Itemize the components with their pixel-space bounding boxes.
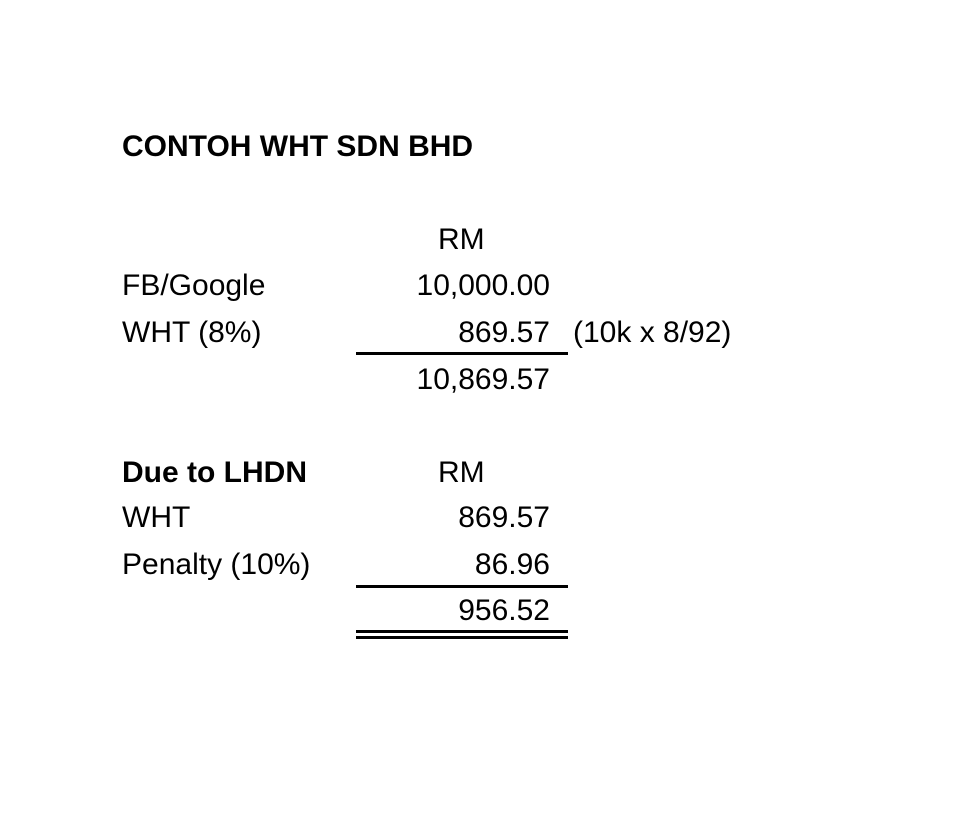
row-amount-fb-google: 10,000.00	[416, 269, 550, 302]
row-amount-penalty: 86.96	[474, 548, 550, 581]
section1-currency-header: RM	[438, 223, 485, 256]
row-label-fb-google: FB/Google	[122, 269, 266, 302]
row-label-penalty: Penalty (10%)	[122, 548, 311, 581]
company-title: CONTOH WHT SDN BHD	[122, 130, 474, 163]
wht-calculation-note: (10k x 8/92)	[573, 316, 732, 349]
double-underline-bottom	[356, 636, 568, 639]
section2-currency-header: RM	[438, 456, 485, 489]
row-amount-wht: 869.57	[458, 501, 550, 534]
section2-total: 956.52	[458, 594, 550, 627]
row-label-wht-8: WHT (8%)	[122, 316, 262, 349]
row-amount-wht-8: 869.57	[458, 316, 550, 349]
subtotal-rule	[356, 352, 568, 355]
subtotal-rule-2	[356, 585, 568, 588]
row-label-wht: WHT	[122, 501, 191, 534]
double-underline-top	[356, 630, 568, 633]
section1-total: 10,869.57	[416, 363, 550, 396]
section2-heading: Due to LHDN	[122, 456, 307, 489]
